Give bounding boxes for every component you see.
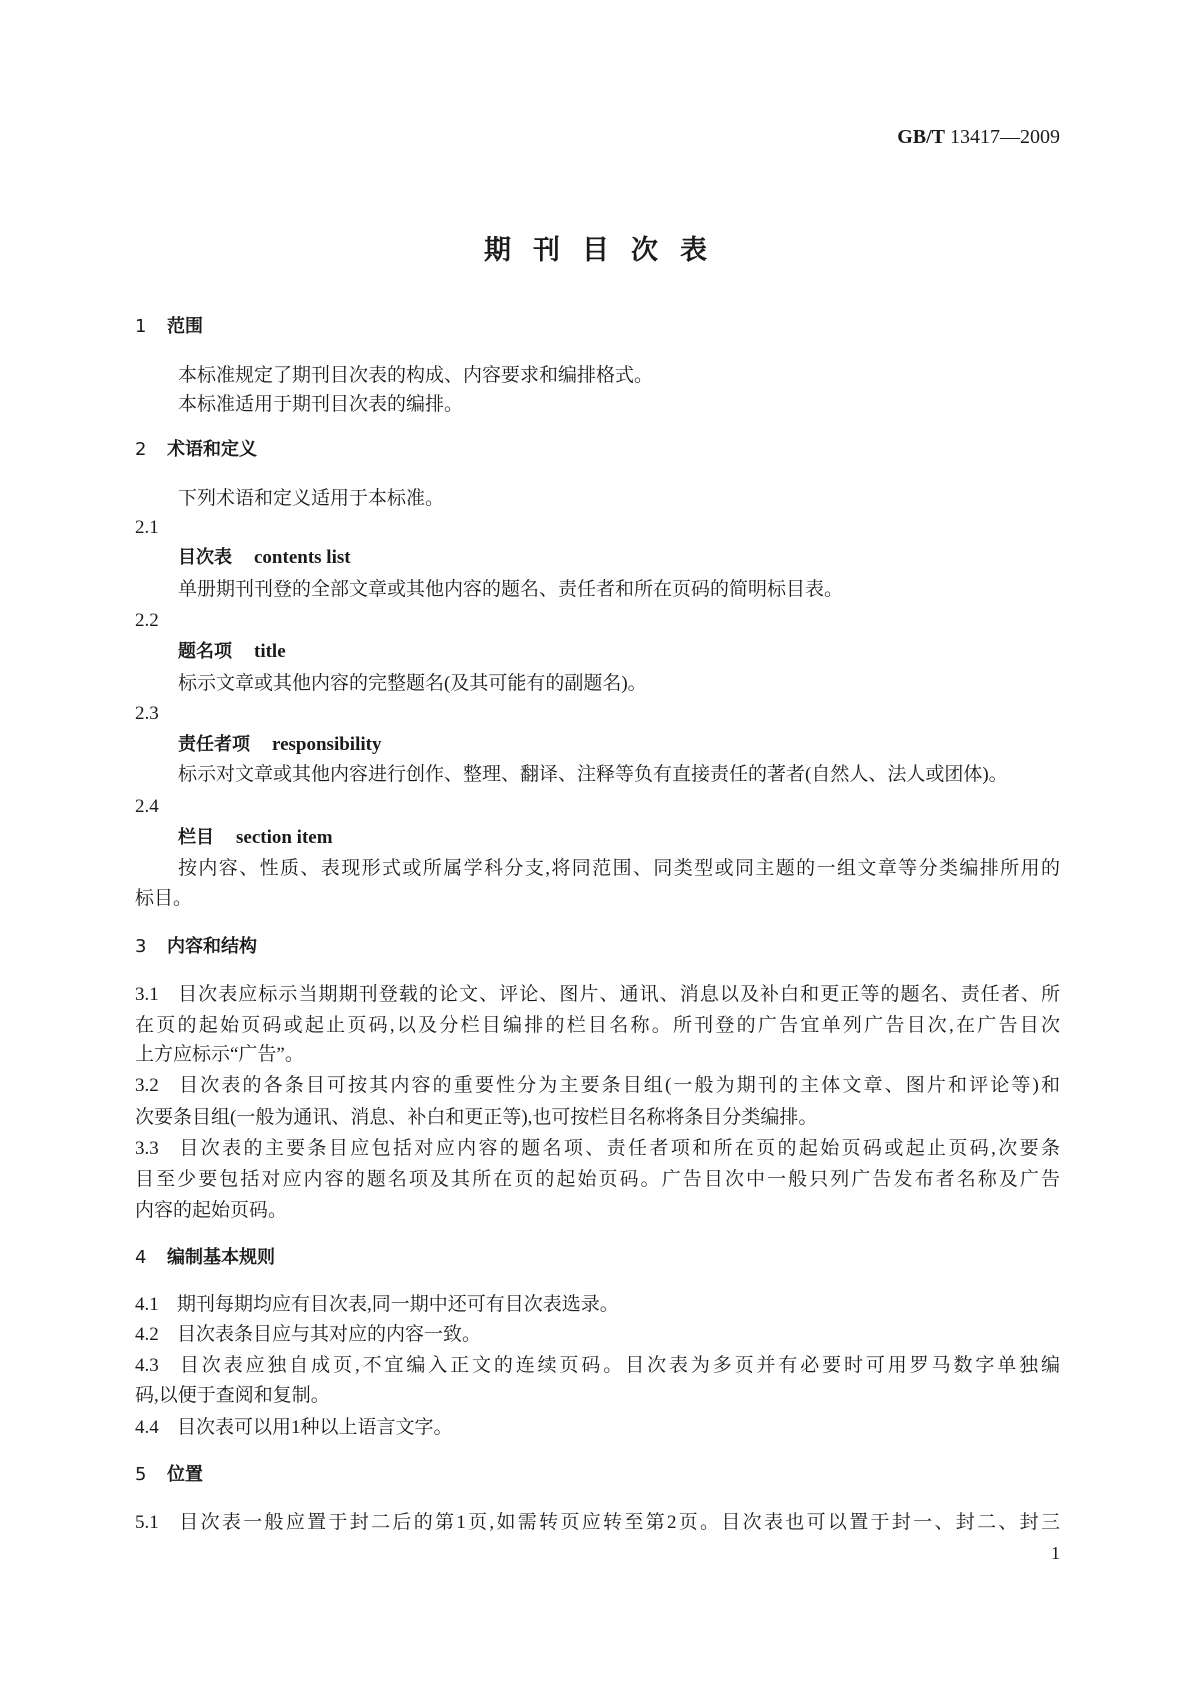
section-number: 5 — [135, 1464, 147, 1485]
clause-line — [135, 1043, 1060, 1067]
clause-line — [135, 1106, 1060, 1130]
term-definition: 按内容、性质、表现形式或所属学科分支,将同范围、同类型或同主题的一组文章等分类编排所用的 — [178, 858, 1060, 879]
term-entry — [178, 826, 1060, 850]
section-heading — [135, 935, 1060, 959]
term-number: 2.4 — [135, 796, 159, 817]
section-number: 2 — [135, 439, 147, 460]
clause-text: 目次表条目应与其对应的内容一致。 — [177, 1324, 482, 1345]
term-number: 2.3 — [135, 703, 159, 724]
section-heading — [135, 438, 1060, 462]
clause-line — [135, 1511, 1060, 1535]
term-entry — [178, 733, 1060, 757]
clause-text: 目次表应标示当期期刊登载的论文、评论、图片、通讯、消息以及补白和更正等的题名、责任者、所 — [177, 984, 1060, 1005]
clause-number: 5.1 — [135, 1512, 159, 1533]
section-title: 范围 — [167, 316, 203, 337]
term-entry — [178, 546, 1060, 570]
clause-line — [135, 1137, 1060, 1161]
clause-line — [135, 1014, 1060, 1038]
clause-line — [135, 1074, 1060, 1098]
term-number: 2.2 — [135, 610, 159, 631]
section-number: 1 — [135, 316, 147, 337]
section-number: 3 — [135, 936, 147, 957]
clause-line — [135, 1293, 1060, 1317]
clause-number: 3.1 — [135, 984, 159, 1005]
clause-number: 4.2 — [135, 1324, 159, 1345]
clause-line — [135, 1199, 1060, 1223]
term-english: responsibility — [272, 734, 382, 755]
standard-code: GB/T 13417—2009 — [897, 126, 1060, 148]
page-number: 1 — [1051, 1543, 1060, 1563]
term-english: title — [254, 641, 286, 662]
term-chinese: 题名项 — [178, 641, 232, 662]
clause-number: 4.1 — [135, 1294, 159, 1315]
clause-text: 目次表一般应置于封二后的第1页,如需转页应转至第2页。目次表也可以置于封一、封二、封三 — [177, 1512, 1060, 1533]
term-number: 2.1 — [135, 517, 159, 538]
term-english: contents list — [254, 547, 351, 568]
term-chinese: 责任者项 — [178, 734, 250, 755]
clause-text: 码,以便于查阅和复制。 — [135, 1385, 330, 1406]
clause-text: 目至少要包括对应内容的题名项及其所在页的起始页码。广告目次中一般只列广告发布者名称及广告 — [135, 1169, 1060, 1190]
section-title: 内容和结构 — [167, 936, 257, 957]
term-definition: 标目。 — [135, 888, 193, 909]
section-title: 编制基本规则 — [167, 1247, 275, 1268]
clause-number: 4.3 — [135, 1355, 159, 1376]
term-chinese: 栏目 — [178, 827, 214, 848]
clause-line — [135, 1323, 1060, 1347]
page-title: 期刊目次表 — [484, 235, 729, 266]
section-title: 位置 — [167, 1464, 203, 1485]
clause-number: 3.2 — [135, 1075, 159, 1096]
clause-text: 目次表的主要条目应包括对应内容的题名项、责任者项和所在页的起始页码或起止页码,次要条 — [177, 1138, 1060, 1159]
section-heading — [135, 1463, 1060, 1487]
clause-line — [135, 1168, 1060, 1192]
clause-text: 上方应标示“广告”。 — [135, 1044, 304, 1065]
term-definition: 单册期刊刊登的全部文章或其他内容的题名、责任者和所在页码的简明标目表。 — [178, 579, 844, 600]
clause-text: 目次表应独自成页,不宜编入正文的连续页码。目次表为多页并有必要时可用罗马数字单独编 — [177, 1355, 1060, 1376]
section-number: 4 — [135, 1247, 147, 1268]
clause-line — [135, 983, 1060, 1007]
section-heading — [135, 1246, 1060, 1270]
clause-line — [135, 1354, 1060, 1378]
term-definition: 标示对文章或其他内容进行创作、整理、翻译、注释等负有直接责任的著者(自然人、法人或团体)。 — [178, 764, 1008, 785]
clause-text: 目次表可以用1种以上语言文字。 — [177, 1417, 453, 1438]
clause-text: 内容的起始页码。 — [135, 1200, 288, 1221]
clause-text: 次要条目组(一般为通讯、消息、补白和更正等),也可按栏目名称将条目分类编排。 — [135, 1107, 818, 1128]
section-title: 术语和定义 — [167, 439, 257, 460]
clause-text: 在页的起始页码或起止页码,以及分栏目编排的栏目名称。所刊登的广告宜单列广告目次,在广告目次 — [135, 1015, 1060, 1036]
clause-line — [135, 1416, 1060, 1440]
clause-number: 4.4 — [135, 1417, 159, 1438]
clause-text: 期刊每期均应有目次表,同一期中还可有目次表选录。 — [177, 1294, 619, 1315]
term-chinese: 目次表 — [178, 547, 232, 568]
term-english: section item — [236, 827, 333, 848]
section-heading — [135, 315, 1060, 339]
clause-text: 目次表的各条目可按其内容的重要性分为主要条目组(一般为期刊的主体文章、图片和评论等)和 — [177, 1075, 1060, 1096]
term-entry — [178, 640, 1060, 664]
term-definition: 标示文章或其他内容的完整题名(及其可能有的副题名)。 — [178, 673, 647, 694]
clause-number: 3.3 — [135, 1138, 159, 1159]
paragraph: 下列术语和定义适用于本标准。 — [178, 488, 445, 509]
paragraph: 本标准规定了期刊目次表的构成、内容要求和编排格式。 — [178, 365, 654, 386]
clause-line — [135, 1384, 1060, 1408]
paragraph: 本标准适用于期刊目次表的编排。 — [178, 394, 464, 415]
